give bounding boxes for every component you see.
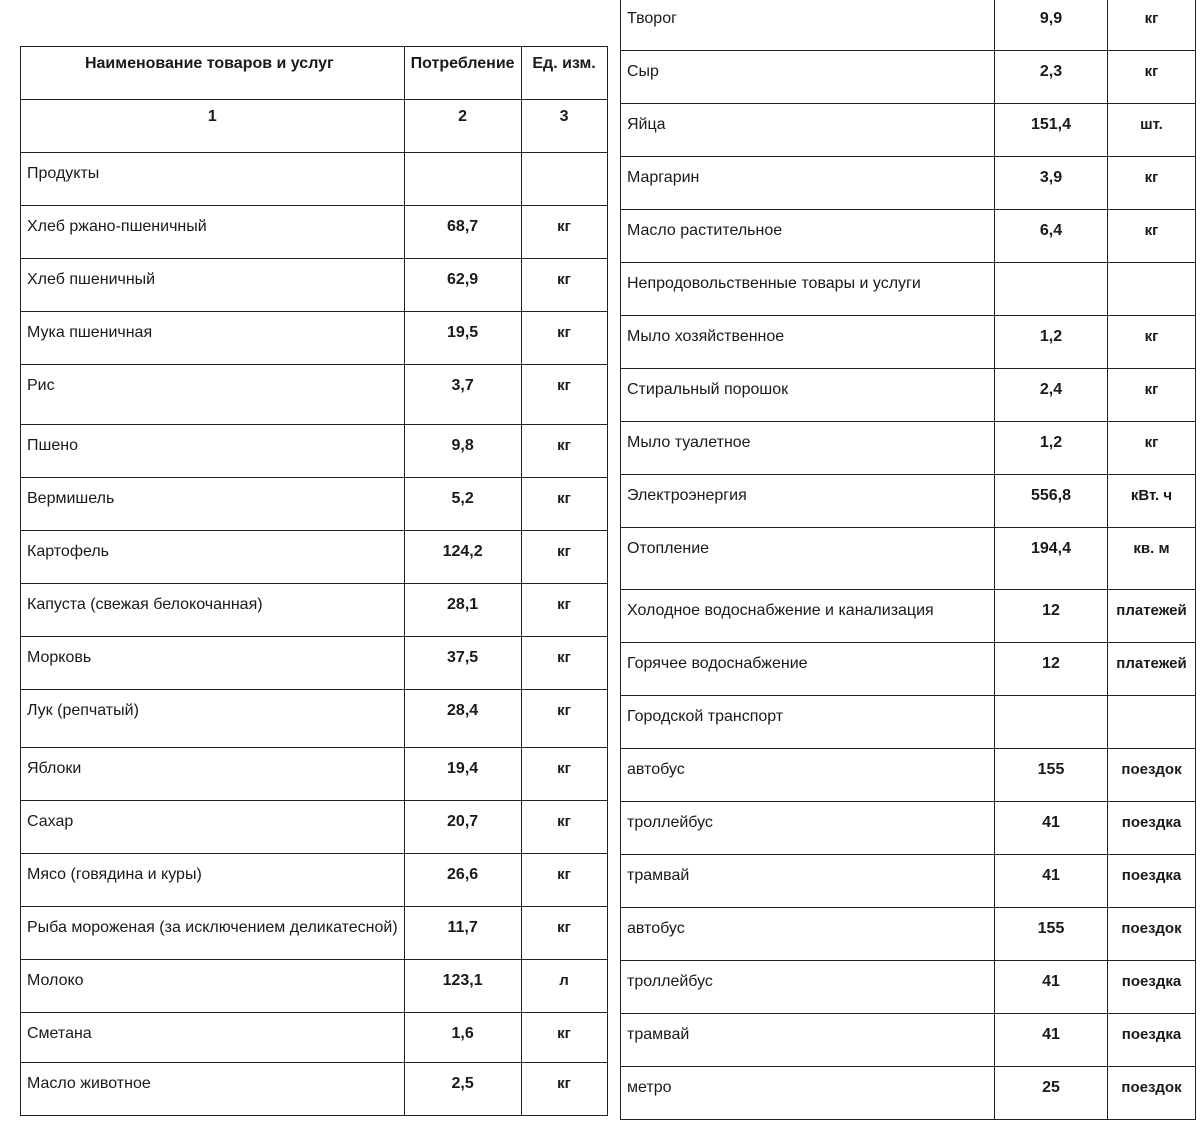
table-row <box>21 1063 608 1116</box>
item-name: Мука пшеничная <box>21 312 405 365</box>
item-name: Сахар <box>21 801 405 854</box>
table-row <box>621 643 1196 696</box>
item-unit: кг <box>521 637 607 690</box>
item-name: Морковь <box>21 637 405 690</box>
item-name: трамвай <box>621 855 995 908</box>
item-name: Яйца <box>621 104 995 157</box>
item-consumption: 41 <box>995 961 1108 1014</box>
item-unit: кг <box>521 206 607 259</box>
item-consumption: 1,6 <box>404 1013 521 1063</box>
table-row <box>21 907 608 960</box>
item-consumption: 28,1 <box>404 584 521 637</box>
item-unit: кг <box>1108 369 1196 422</box>
item-unit: л <box>521 960 607 1013</box>
item-unit: поездок <box>1108 749 1196 802</box>
item-unit: кг <box>1108 316 1196 369</box>
item-unit <box>521 153 607 206</box>
item-unit: кг <box>521 584 607 637</box>
item-consumption: 151,4 <box>995 104 1108 157</box>
item-unit: кг <box>521 854 607 907</box>
item-unit: кг <box>521 425 607 478</box>
item-name: троллейбус <box>621 802 995 855</box>
item-name: Картофель <box>21 531 405 584</box>
item-consumption: 2,5 <box>404 1063 521 1116</box>
item-consumption: 19,5 <box>404 312 521 365</box>
item-name: Мыло туалетное <box>621 422 995 475</box>
table-row <box>621 908 1196 961</box>
item-consumption: 20,7 <box>404 801 521 854</box>
item-name: Масло животное <box>21 1063 405 1116</box>
item-unit: кВт. ч <box>1108 475 1196 528</box>
item-unit: кг <box>521 478 607 531</box>
item-consumption <box>404 153 521 206</box>
item-unit: кг <box>521 312 607 365</box>
item-name: автобус <box>621 908 995 961</box>
item-consumption: 2,3 <box>995 51 1108 104</box>
item-unit: кг <box>521 1013 607 1063</box>
table-header-row <box>21 47 608 100</box>
item-consumption: 41 <box>995 855 1108 908</box>
item-consumption <box>995 263 1108 316</box>
table-row <box>21 801 608 854</box>
item-name: автобус <box>621 749 995 802</box>
table-row <box>21 637 608 690</box>
item-consumption: 556,8 <box>995 475 1108 528</box>
item-unit: кг <box>521 365 607 425</box>
column-number-1: 1 <box>21 100 405 153</box>
table-row <box>21 690 608 748</box>
item-name: Электроэнергия <box>621 475 995 528</box>
item-consumption: 37,5 <box>404 637 521 690</box>
table-row <box>21 960 608 1013</box>
consumption-table-right <box>620 0 1196 1120</box>
table-row <box>21 531 608 584</box>
item-consumption: 2,4 <box>995 369 1108 422</box>
item-name: Хлеб пшеничный <box>21 259 405 312</box>
item-unit: кг <box>521 801 607 854</box>
item-unit: поездок <box>1108 908 1196 961</box>
column-number-3: 3 <box>521 100 607 153</box>
header-name: Наименование товаров и услуг <box>21 47 405 100</box>
table-row <box>621 210 1196 263</box>
table-row <box>21 1013 608 1063</box>
item-consumption: 194,4 <box>995 528 1108 590</box>
table-row <box>621 1014 1196 1067</box>
table-row <box>621 263 1196 316</box>
item-unit: поездка <box>1108 802 1196 855</box>
item-consumption: 5,2 <box>404 478 521 531</box>
table-row <box>621 961 1196 1014</box>
item-unit: кг <box>521 1063 607 1116</box>
table-row <box>621 157 1196 210</box>
table-row <box>621 51 1196 104</box>
item-consumption: 155 <box>995 749 1108 802</box>
item-consumption: 12 <box>995 590 1108 643</box>
item-name: Стиральный порошок <box>621 369 995 422</box>
item-name: метро <box>621 1067 995 1120</box>
item-consumption: 6,4 <box>995 210 1108 263</box>
item-unit: кв. м <box>1108 528 1196 590</box>
table-row <box>621 1067 1196 1120</box>
table-row <box>621 590 1196 643</box>
table-row <box>21 365 608 425</box>
item-name: Молоко <box>21 960 405 1013</box>
item-name: Отопление <box>621 528 995 590</box>
table-row <box>621 528 1196 590</box>
item-consumption: 26,6 <box>404 854 521 907</box>
item-consumption: 124,2 <box>404 531 521 584</box>
item-name: Сметана <box>21 1013 405 1063</box>
item-unit <box>1108 263 1196 316</box>
item-unit: кг <box>1108 51 1196 104</box>
table-row <box>21 312 608 365</box>
item-unit: кг <box>1108 422 1196 475</box>
item-consumption: 9,8 <box>404 425 521 478</box>
column-number-2: 2 <box>404 100 521 153</box>
item-consumption: 123,1 <box>404 960 521 1013</box>
item-unit: платежей <box>1108 590 1196 643</box>
item-unit: кг <box>1108 210 1196 263</box>
table-row <box>621 696 1196 749</box>
column-number-row <box>21 100 608 153</box>
item-name: Сыр <box>621 51 995 104</box>
item-consumption: 3,9 <box>995 157 1108 210</box>
item-name: Вермишель <box>21 478 405 531</box>
table-row <box>21 206 608 259</box>
item-name: Рис <box>21 365 405 425</box>
item-unit: кг <box>521 259 607 312</box>
item-unit: кг <box>521 748 607 801</box>
item-consumption: 1,2 <box>995 422 1108 475</box>
item-unit <box>1108 696 1196 749</box>
table-row <box>21 748 608 801</box>
table-row <box>621 749 1196 802</box>
item-consumption: 11,7 <box>404 907 521 960</box>
item-name: Непродовольственные товары и услуги <box>621 263 995 316</box>
table-row <box>621 802 1196 855</box>
item-consumption: 9,9 <box>995 0 1108 51</box>
item-consumption: 155 <box>995 908 1108 961</box>
item-unit: платежей <box>1108 643 1196 696</box>
header-consumption: Потребление <box>404 47 521 100</box>
item-name: Городской транспорт <box>621 696 995 749</box>
item-name: Творог <box>621 0 995 51</box>
table-row <box>621 369 1196 422</box>
item-name: Мясо (говядина и куры) <box>21 854 405 907</box>
item-consumption: 62,9 <box>404 259 521 312</box>
item-name: троллейбус <box>621 961 995 1014</box>
item-unit: поездка <box>1108 855 1196 908</box>
item-consumption: 41 <box>995 1014 1108 1067</box>
item-name: Хлеб ржано-пшеничный <box>21 206 405 259</box>
item-consumption: 19,4 <box>404 748 521 801</box>
item-unit: кг <box>521 907 607 960</box>
table-row <box>21 854 608 907</box>
item-unit: поездок <box>1108 1067 1196 1120</box>
item-consumption: 41 <box>995 802 1108 855</box>
table-row <box>21 478 608 531</box>
table-row <box>21 425 608 478</box>
table-row <box>621 104 1196 157</box>
table-row <box>21 259 608 312</box>
table-row <box>621 855 1196 908</box>
item-consumption <box>995 696 1108 749</box>
item-name: Масло растительное <box>621 210 995 263</box>
item-unit: кг <box>1108 0 1196 51</box>
item-consumption: 25 <box>995 1067 1108 1120</box>
item-name: Капуста (свежая белокочанная) <box>21 584 405 637</box>
item-name: Лук (репчатый) <box>21 690 405 748</box>
header-unit: Ед. изм. <box>521 47 607 100</box>
item-name: Яблоки <box>21 748 405 801</box>
item-name: Продукты <box>21 153 405 206</box>
table-row <box>621 422 1196 475</box>
item-name: Рыба мороженая (за исключением деликатесной) <box>21 907 405 960</box>
item-consumption: 1,2 <box>995 316 1108 369</box>
item-name: трамвай <box>621 1014 995 1067</box>
table-row <box>621 316 1196 369</box>
item-name: Мыло хозяйственное <box>621 316 995 369</box>
item-name: Маргарин <box>621 157 995 210</box>
item-name: Холодное водоснабжение и канализация <box>621 590 995 643</box>
item-unit: поездка <box>1108 1014 1196 1067</box>
table-row <box>21 153 608 206</box>
consumption-table-left <box>20 46 608 1116</box>
item-unit: кг <box>521 690 607 748</box>
item-unit: поездка <box>1108 961 1196 1014</box>
table-row <box>21 584 608 637</box>
item-unit: шт. <box>1108 104 1196 157</box>
item-consumption: 68,7 <box>404 206 521 259</box>
item-consumption: 3,7 <box>404 365 521 425</box>
item-consumption: 28,4 <box>404 690 521 748</box>
table-row <box>621 475 1196 528</box>
item-name: Горячее водоснабжение <box>621 643 995 696</box>
item-unit: кг <box>1108 157 1196 210</box>
item-name: Пшено <box>21 425 405 478</box>
item-unit: кг <box>521 531 607 584</box>
item-consumption: 12 <box>995 643 1108 696</box>
table-row <box>621 0 1196 51</box>
